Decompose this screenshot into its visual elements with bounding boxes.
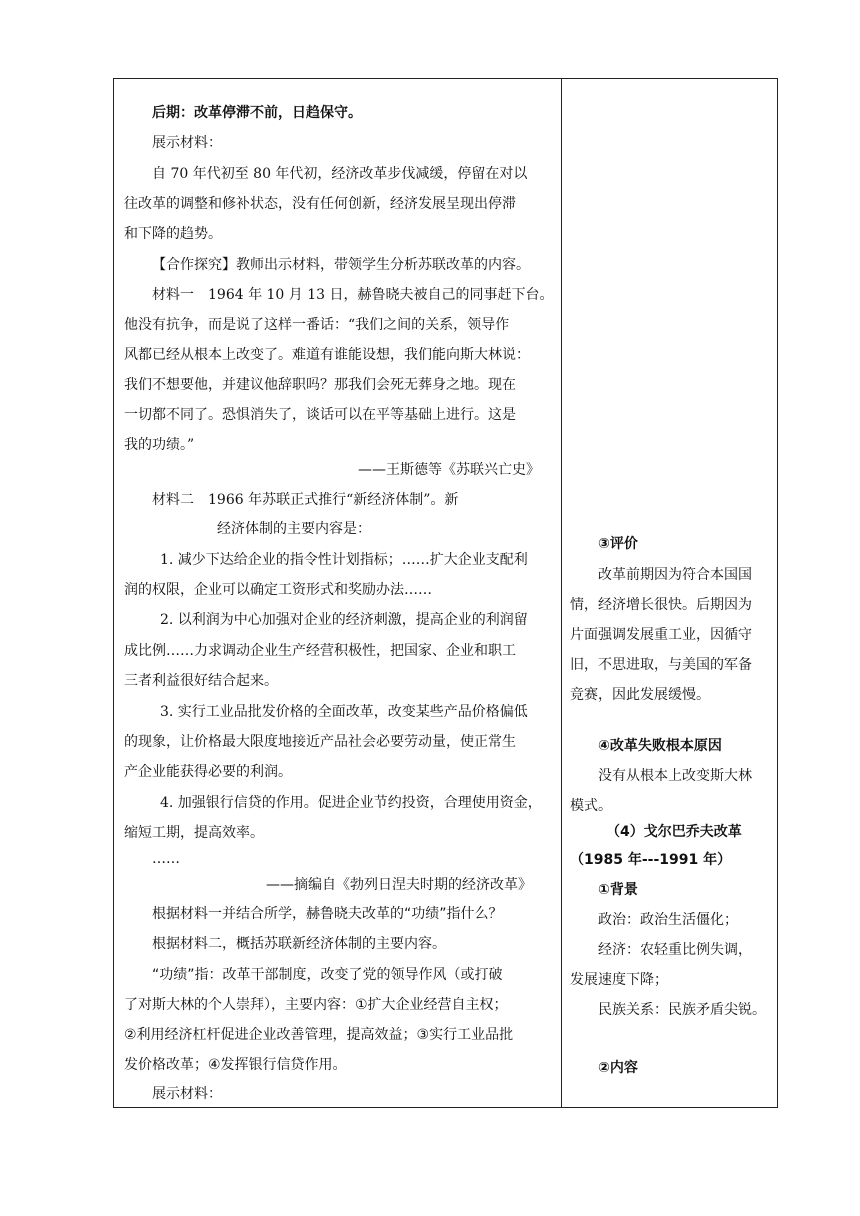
text-line: 一切都不同了。恐惧消失了，谈话可以在平等基础上进行。这是 [124, 407, 516, 423]
answer-line: 了对斯大林的个人崇拜），主要内容：①扩大企业经营自主权； [124, 997, 508, 1013]
text-line: 他没有抗争，而是说了这样一番话：“我们之间的关系，领导作 [124, 317, 510, 333]
text-line: 情，经济增长很快。后期因为 [570, 597, 752, 613]
ellipsis-line: …… [152, 851, 180, 867]
text-line: 经济体制的主要内容是： [217, 521, 371, 537]
text-line: 民族关系：民族矛盾尖锐。 [598, 1002, 766, 1018]
question-line: 根据材料二，概括苏联新经济体制的主要内容。 [152, 936, 446, 952]
list-item-3: 3. 实行工业品批发价格的全面改革，改变某些产品价格偏低 [160, 704, 528, 720]
text-line: 旧，不思进取，与美国的军备 [570, 657, 752, 673]
material-two-line: 材料二 1966 年苏联正式推行“新经济体制”。新 [152, 492, 459, 508]
text-line: 往改革的调整和修补状态，没有任何创新，经济发展呈现出停滞 [124, 196, 516, 212]
lesson-table [113, 78, 778, 1108]
text-line: 产企业能获得必要的利润。 [124, 764, 292, 780]
column-divider [561, 79, 562, 1107]
citation-line: ——王斯德等《苏联兴亡史》 [358, 462, 540, 478]
section-heading-content: ②内容 [598, 1060, 638, 1076]
text-line: 三者利益很好结合起来。 [124, 673, 278, 689]
answer-line: “功绩”指：改革干部制度，改变了党的领导作风（或打破 [152, 967, 503, 983]
display-material-label: 展示材料： [152, 1086, 222, 1102]
text-line: 发展速度下降； [570, 972, 668, 988]
material-one-line: 材料一 1964 年 10 月 13 日，赫鲁晓夫被自己的同事赶下台。 [152, 287, 554, 303]
text-line: 片面强调发展重工业，因循守 [570, 627, 752, 643]
answer-line: 发价格改革；④发挥银行信贷作用。 [124, 1057, 347, 1073]
answer-line: ②利用经济杠杆促进企业改善管理，提高效益；③实行工业品批 [124, 1027, 514, 1043]
text-line: 我的功绩。” [124, 437, 195, 453]
text-line: 竞赛，因此发展缓慢。 [570, 687, 710, 703]
section-heading-failure-cause: ④改革失败根本原因 [598, 738, 722, 754]
text-line: 模式。 [570, 798, 612, 814]
question-line: 根据材料一并结合所学，赫鲁晓夫改革的“功绩”指什么？ [152, 906, 503, 922]
text-line: 自 70 年代初至 80 年代初，经济改革步伐减缓，停留在对以 [152, 166, 528, 182]
section-heading-evaluation: ③评价 [598, 536, 638, 552]
stage-heading-late: 后期：改革停滞不前，日趋保守。 [152, 105, 362, 121]
list-item-4: 4. 加强银行信贷的作用。促进企业节约投资，合理使用资金， [160, 795, 542, 811]
citation-line: ——摘编自《勃列日涅夫时期的经济改革》 [266, 877, 532, 893]
text-line: 缩短工期，提高效率。 [124, 825, 264, 841]
text-line: 风都已经从根本上改变了。难道有谁能设想，我们能向斯大林说： [124, 347, 530, 363]
text-line: 经济：农轻重比例失调， [598, 942, 752, 958]
list-item-1: 1. 减少下达给企业的指令性计划指标；……扩大企业支配利 [160, 552, 528, 568]
section-heading-gorbachev: （4）戈尔巴乔夫改革 [606, 824, 742, 840]
cooperative-inquiry-line: 【合作探究】教师出示材料，带领学生分析苏联改革的内容。 [152, 257, 530, 273]
text-line: 没有从根本上改变斯大林 [598, 768, 752, 784]
list-item-2: 2. 以利润为中心加强对企业的经济刺激，提高企业的利润留 [160, 612, 528, 628]
text-line: 润的权限，企业可以确定工资形式和奖励办法…… [124, 582, 432, 598]
display-material-label: 展示材料： [152, 135, 222, 151]
text-line: 成比例……力求调动企业生产经营积极性，把国家、企业和职工 [124, 643, 516, 659]
text-line: 我们不想要他，并建议他辞职吗？那我们会死无葬身之地。现在 [124, 377, 516, 393]
text-line: 和下降的趋势。 [124, 226, 222, 242]
text-line: 的现象，让价格最大限度地接近产品社会必要劳动量，使正常生 [124, 734, 516, 750]
section-years: （1985 年---1991 年） [570, 852, 732, 868]
section-heading-background: ①背景 [598, 882, 638, 898]
text-line: 政治：政治生活僵化； [598, 912, 738, 928]
text-line: 改革前期因为符合本国国 [598, 567, 752, 583]
